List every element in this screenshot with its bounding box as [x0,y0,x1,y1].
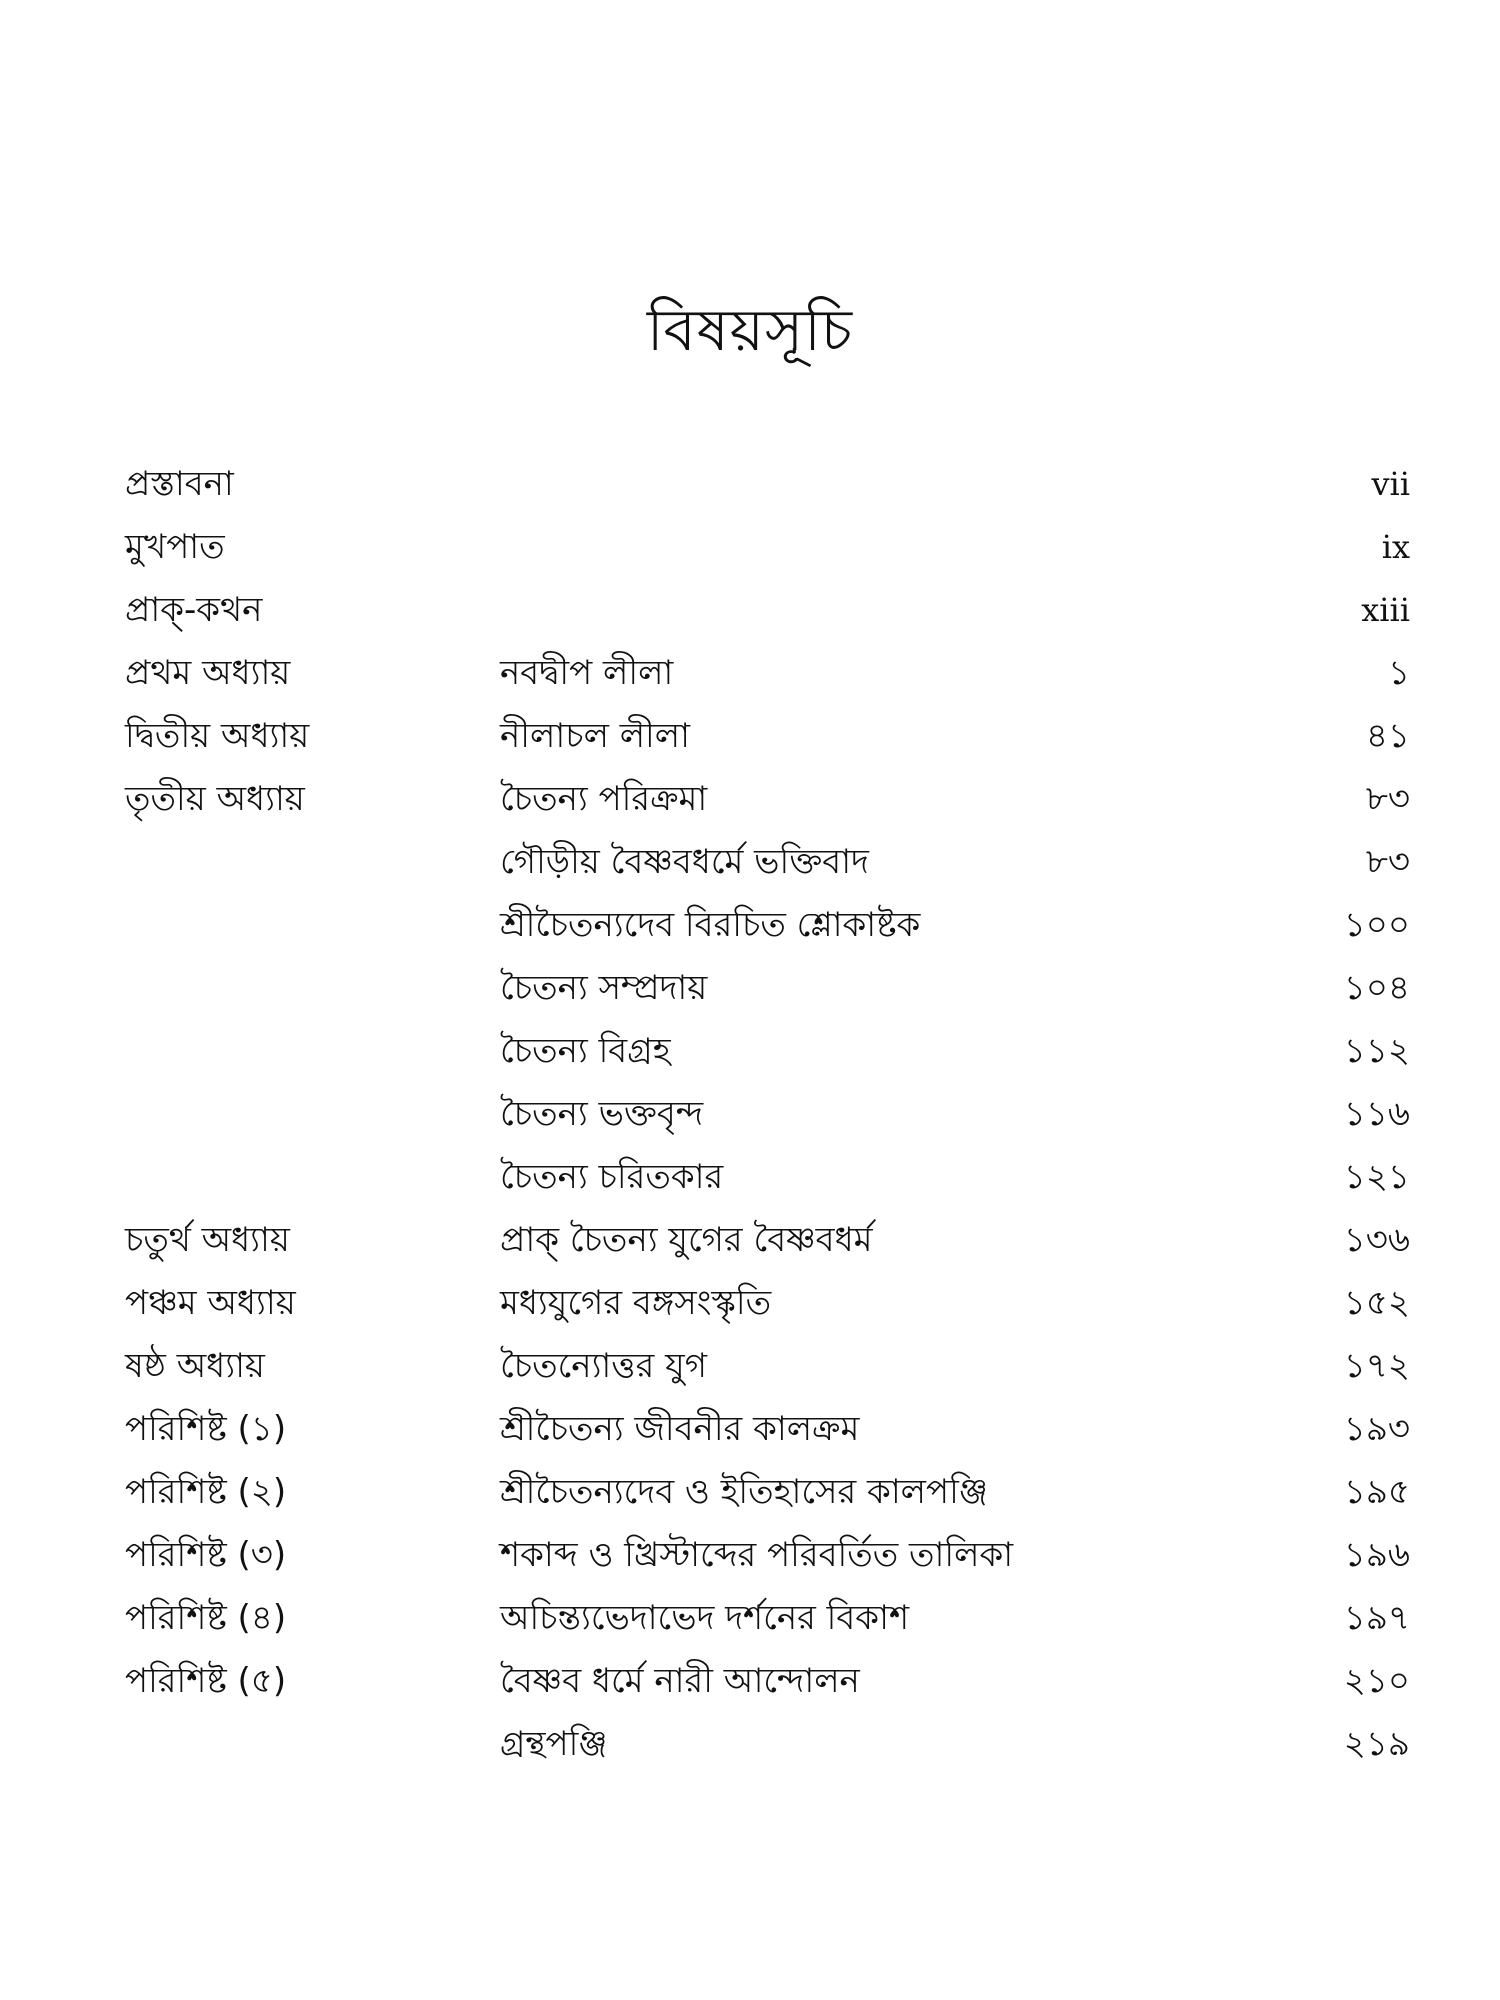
toc-page-number: ১১৬ [1343,1094,1410,1134]
toc-label: পরিশিষ্ট (২) [125,1472,287,1512]
toc-page-number: ১০০ [1343,905,1410,945]
toc-page-number: ২১০ [1343,1661,1410,1701]
toc-title: অচিন্ত্যভেদাভেদ দর্শনের বিকাশ [500,1598,910,1638]
toc-page-number: ix [1381,528,1410,566]
toc-row [125,1713,1410,1776]
toc-label: প্রাক্-কথন [125,590,263,630]
toc-page-number: ২১৯ [1343,1724,1410,1764]
toc-page-number: ১৯৭ [1343,1598,1410,1638]
toc-page-number: xiii [1361,591,1410,629]
toc-page-number: ১৯৩ [1343,1409,1410,1449]
toc-label: পঞ্চম অধ্যায় [125,1283,296,1323]
toc-label: পরিশিষ্ট (১) [125,1409,287,1449]
toc-page-number: ১০৪ [1343,968,1410,1008]
toc-row [125,453,1410,516]
toc-title: শকাব্দ ও খ্রিস্টাব্দের পরিবর্তিত তালিকা [500,1535,1014,1575]
toc-label: তৃতীয় অধ্যায় [125,779,305,819]
toc-title: শ্রীচৈতন্য জীবনীর কালক্রম [500,1409,860,1449]
toc-row [125,1209,1410,1272]
toc-page-number: ৮৩ [1365,842,1410,882]
toc-title: চৈতন্য বিগ্রহ [500,1031,671,1071]
toc-row [125,1272,1410,1335]
toc-title: গৌড়ীয় বৈষ্ণবধর্মে ভক্তিবাদ [500,842,869,882]
toc-page-number: ১৫২ [1343,1283,1410,1323]
toc-page-number: ১৩৬ [1343,1220,1410,1260]
toc-page-number: ৪১ [1365,716,1410,756]
toc-row [125,831,1410,894]
toc-label: পরিশিষ্ট (৫) [125,1661,287,1701]
toc-title: বৈষ্ণব ধর্মে নারী আন্দোলন [500,1661,860,1701]
toc-row [125,705,1410,768]
toc-title: চৈতন্য সম্প্রদায় [500,968,708,1008]
toc-row [125,642,1410,705]
toc-page-number: ১৯৫ [1343,1472,1410,1512]
toc-title: চৈতন্য পরিক্রমা [500,779,708,819]
toc-label: প্রস্তাবনা [125,464,234,504]
toc-page-number: vii [1371,465,1410,503]
toc-label: প্রথম অধ্যায় [125,653,291,693]
toc-row [125,1146,1410,1209]
toc-row [125,894,1410,957]
toc-row [125,516,1410,579]
toc-row [125,1398,1410,1461]
toc-title: নীলাচল লীলা [500,716,690,756]
toc-row [125,1587,1410,1650]
toc-title: চৈতন্য ভক্তবৃন্দ [500,1094,704,1134]
toc-title: চৈতন্যোত্তর যুগ [500,1346,707,1386]
toc-page-number: ১৭২ [1343,1346,1410,1386]
toc-row [125,957,1410,1020]
toc-label: পরিশিষ্ট (৪) [125,1598,287,1638]
toc-label: দ্বিতীয় অধ্যায় [125,716,310,756]
toc-title: শ্রীচৈতন্যদেব বিরচিত শ্লোকাষ্টক [500,905,921,945]
toc-label: চতুর্থ অধ্যায় [125,1220,290,1260]
toc-title: শ্রীচৈতন্যদেব ও ইতিহাসের কালপঞ্জি [500,1472,988,1512]
toc-row [125,1650,1410,1713]
toc-label: পরিশিষ্ট (৩) [125,1535,287,1575]
toc-row [125,768,1410,831]
toc-title: নবদ্বীপ লীলা [500,653,674,693]
toc-label: মুখপাত [125,527,225,567]
table-of-contents [125,453,1410,1776]
toc-title: প্রাক্ চৈতন্য যুগের বৈষ্ণবধর্ম [500,1220,873,1260]
toc-title: গ্রন্থপঞ্জি [500,1724,608,1764]
toc-page-number: ১১২ [1343,1031,1410,1071]
toc-page-number: ১২১ [1343,1157,1410,1197]
toc-page-number: ৮৩ [1365,779,1410,819]
toc-label: ষষ্ঠ অধ্যায় [125,1346,265,1386]
toc-page-number: ১ [1387,653,1410,693]
toc-row [125,1461,1410,1524]
toc-row [125,579,1410,642]
toc-row [125,1335,1410,1398]
toc-title: মধ্যযুগের বঙ্গসংস্কৃতি [500,1283,772,1323]
toc-row [125,1083,1410,1146]
toc-row [125,1524,1410,1587]
page-title: বিষয়সূচি [646,296,854,364]
toc-title: চৈতন্য চরিতকার [500,1157,724,1197]
toc-row [125,1020,1410,1083]
toc-page-number: ১৯৬ [1343,1535,1410,1575]
